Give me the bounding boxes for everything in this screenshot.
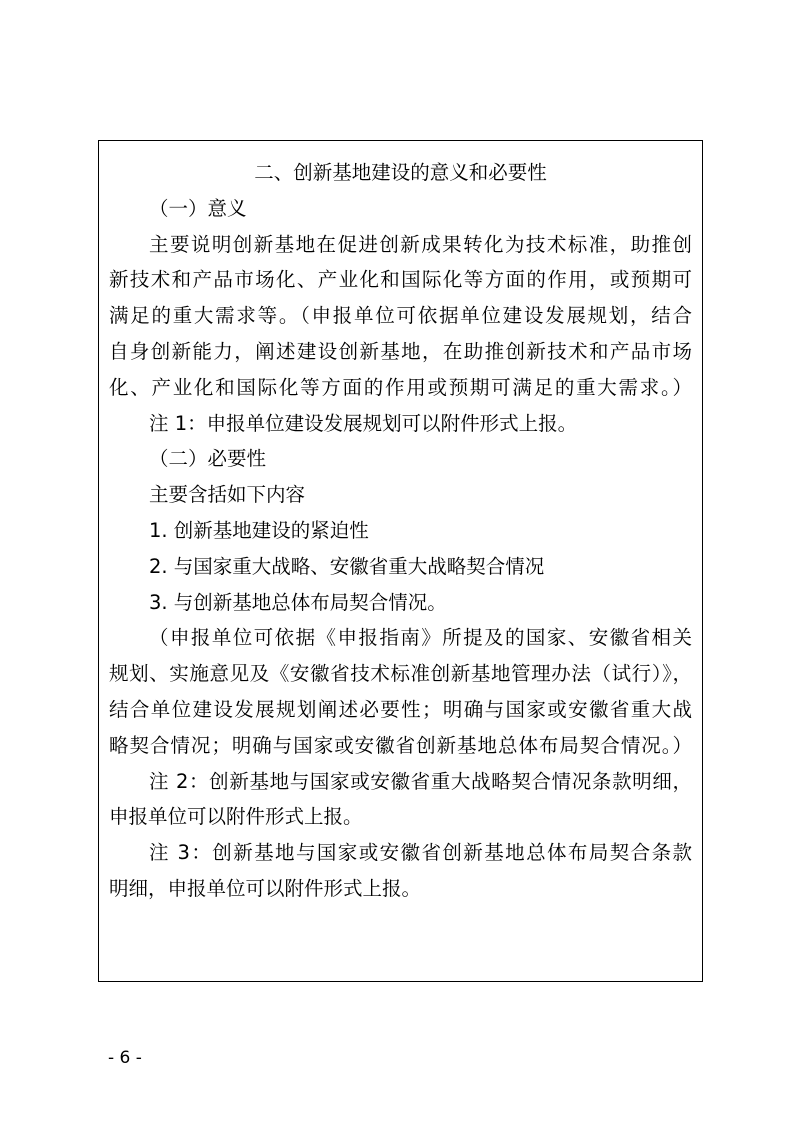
necessity-line-3: 结合单位建设发展规划阐述必要性；明确与国家或安徽省重大战 [109, 697, 692, 721]
necessity-item-2: 2. 与国家重大战略、安徽省重大战略契合情况 [149, 554, 545, 578]
necessity-heading: （二）必要性 [149, 447, 267, 471]
page-number: - 6 - [108, 1048, 142, 1068]
necessity-line-4: 略契合情况；明确与国家或安徽省创新基地总体布局契合情况。） [109, 733, 692, 757]
significance-line-3: 满足的重大需求等。（申报单位可依据单位建设发展规划，结合 [109, 304, 692, 328]
note-1: 注 1：申报单位建设发展规划可以附件形式上报。 [149, 411, 578, 435]
significance-heading: （一）意义 [149, 196, 247, 220]
significance-line-2: 新技术和产品市场化、产业化和国际化等方面的作用，或预期可 [109, 268, 692, 292]
significance-line-5: 化、产业化和国际化等方面的作用或预期可满足的重大需求。） [109, 375, 692, 399]
note-3-line-1: 注 3：创新基地与国家或安徽省创新基地总体布局契合条款 [149, 841, 692, 865]
note-2-line-1: 注 2：创新基地与国家或安徽省重大战略契合情况条款明细， [149, 769, 692, 793]
necessity-item-1: 1. 创新基地建设的紧迫性 [149, 518, 369, 542]
significance-line-1: 主要说明创新基地在促进创新成果转化为技术标准，助推创 [149, 232, 692, 256]
necessity-item-3: 3. 与创新基地总体布局契合情况。 [149, 590, 447, 614]
note-3-line-2: 明细，申报单位可以附件形式上报。 [109, 876, 422, 900]
section-content [109, 155, 692, 907]
necessity-line-2: 规划、实施意见及《安徽省技术标准创新基地管理办法（试行）》， [109, 662, 692, 686]
content-frame [98, 140, 703, 982]
note-2-line-2: 申报单位可以附件形式上报。 [109, 805, 363, 829]
necessity-line-1: （申报单位可依据《申报指南》所提及的国家、安徽省相关 [149, 626, 692, 650]
significance-line-4: 自身创新能力，阐述建设创新基地，在助推创新技术和产品市场 [109, 339, 692, 363]
section-title: 二、创新基地建设的意义和必要性 [254, 161, 547, 184]
necessity-intro: 主要含括如下内容 [149, 483, 306, 507]
